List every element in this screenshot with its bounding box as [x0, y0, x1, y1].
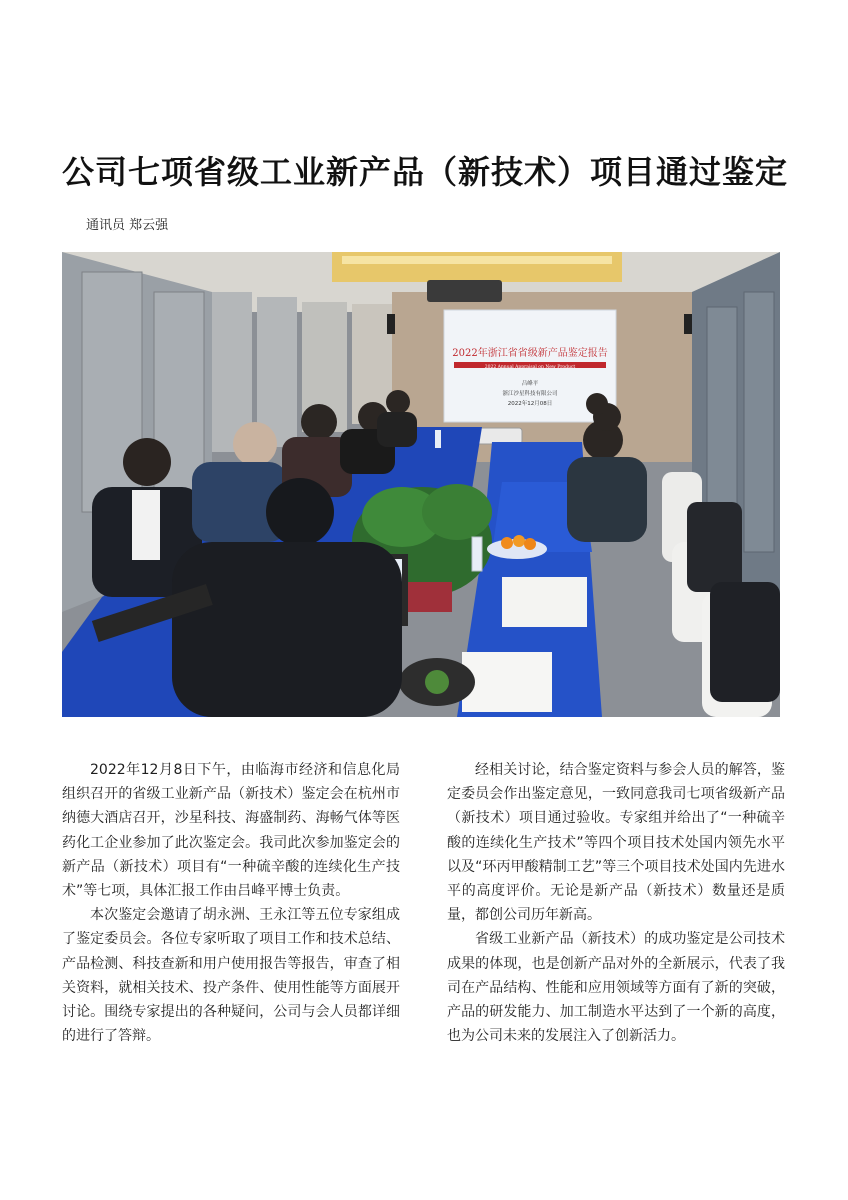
- slide-subtitle: 2022 Annual Appraisal on New Product: [484, 365, 576, 370]
- meeting-photo: [62, 252, 780, 717]
- paragraph: 省级工业新产品（新技术）的成功鉴定是公司技术成果的体现，也是创新产品对外的全新展示，代表了我司在产品结构、性能和应用领域等方面有了新的突破，产品的研发能力、加工制造水平达到了一个新的高度，也为公司未来的发展注入了创新活力。: [447, 931, 785, 1045]
- slide-date: 2022年12月08日: [507, 401, 553, 407]
- body-left-column: [62, 758, 400, 1048]
- article-title: 公司七项省级工业新产品（新技术）项目通过鉴定: [62, 153, 789, 191]
- slide-presenter: 吕峰平: [521, 381, 539, 387]
- paragraph: 2022年12月8日下午，由临海市经济和信息化局组织召开的省级工业新产品（新技术）鉴定会在杭州市纳德大酒店召开，沙星科技、海盛制药、海畅气体等医药化工企业参加了此次鉴定会。我司此次参加鉴定会的新产品（新技术）项目有“一种硫辛酸的连续化生产技术”等七项，具体汇报工作由吕峰平博士负责。: [62, 762, 400, 900]
- slide-company: 浙江沙星科技有限公司: [502, 391, 558, 397]
- paragraph: 本次鉴定会邀请了胡永洲、王永江等五位专家组成了鉴定委员会。各位专家听取了项目工作和技术总结、产品检测、科技查新和用户使用报告等报告，审查了相关资料，就相关技术、投产条件、使用性能等方面展开讨论。围绕专家提出的各种疑问，公司与会人员都详细的进行了答辩。: [62, 907, 400, 1045]
- slide-title: 2022年浙江省省级新产品鉴定报告: [452, 348, 608, 359]
- body-right-column: [447, 758, 785, 1048]
- paragraph: 经相关讨论，结合鉴定资料与参会人员的解答，鉴定委员会作出鉴定意见，一致同意我司七项省级新产品（新技术）项目通过验收。专家组并给出了“一种硫辛酸的连续化生产技术”等四个项目技术处国内领先水平以及“环丙甲酸精制工艺”等三个项目技术处国内先进水平的高度评价。无论是新产品（新技术）数量还是质量，都创公司历年新高。: [447, 762, 785, 924]
- article-byline: 通讯员 郑云强: [86, 218, 169, 233]
